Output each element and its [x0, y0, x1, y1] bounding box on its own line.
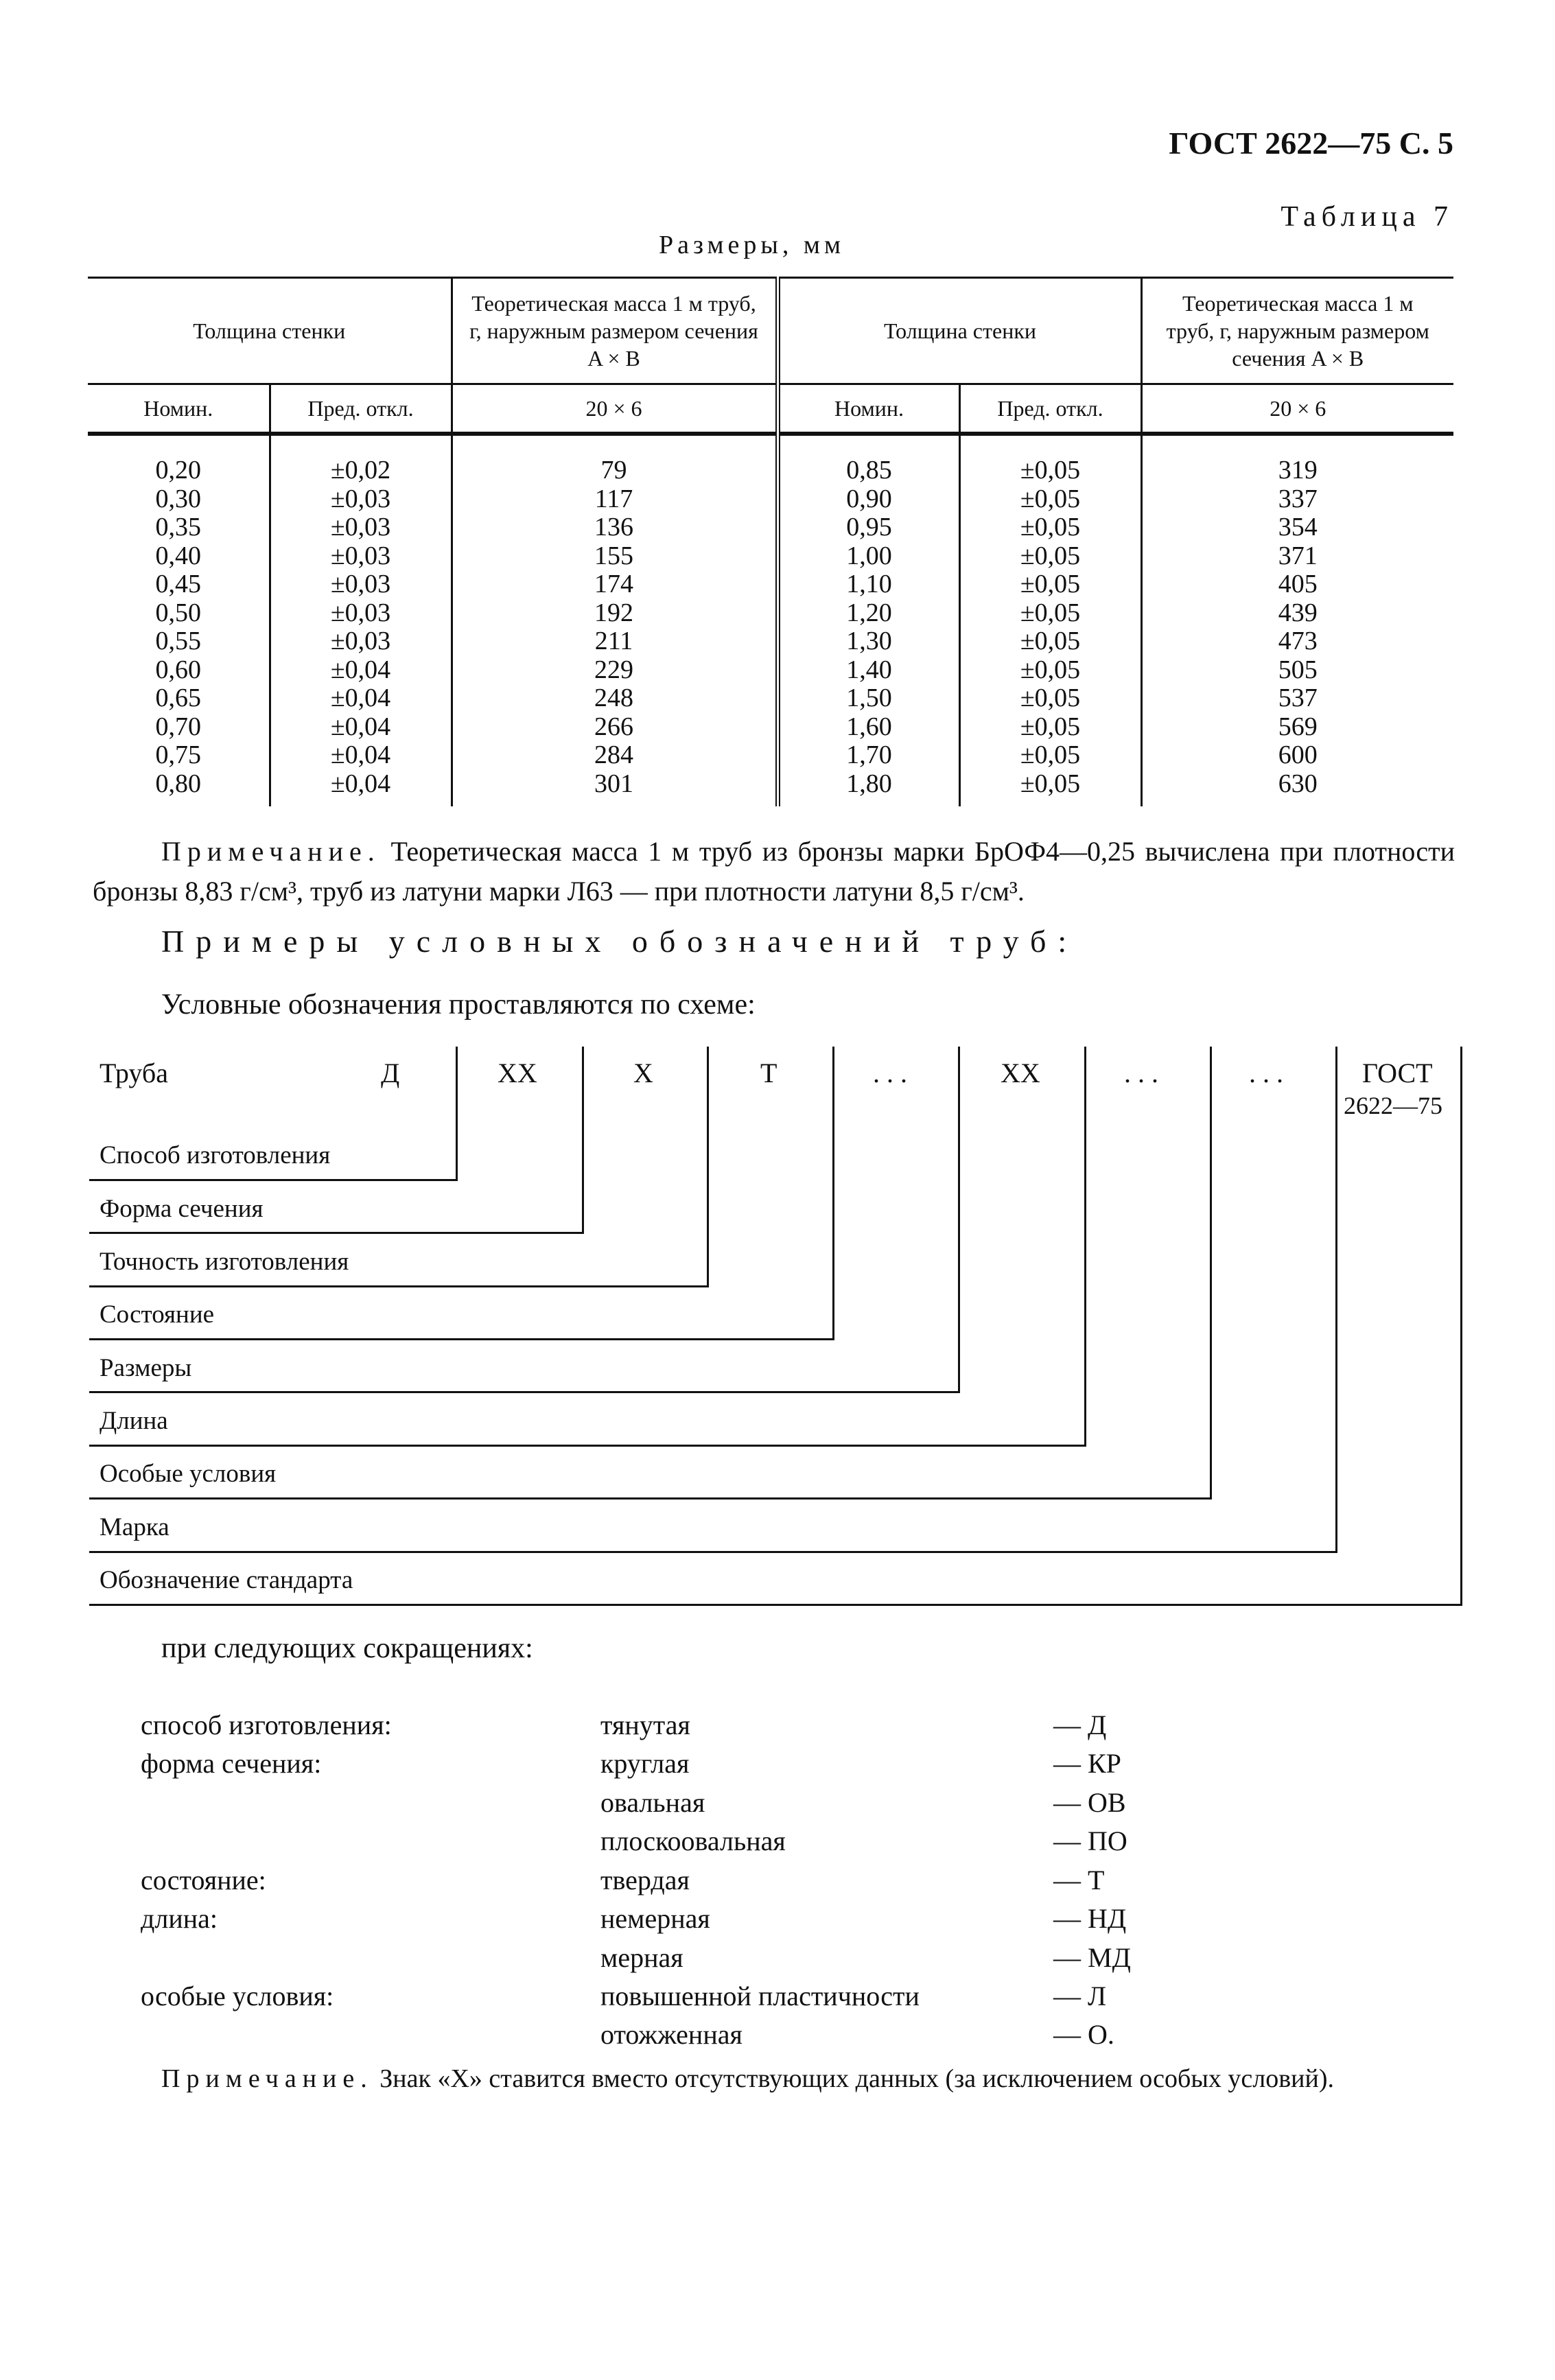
scheme-bracket-1	[456, 1047, 458, 1179]
abbr-category: особые условия:	[141, 1981, 334, 2011]
scheme-label-special: Особые условия	[100, 1460, 277, 1488]
scheme-label-grade: Марка	[100, 1513, 169, 1541]
header-deviation-left: Пред. откл.	[270, 384, 452, 434]
abbr-category: форма сечения:	[141, 1748, 322, 1779]
scheme-bracket-4	[832, 1047, 834, 1338]
abbr-value: твердая	[600, 1865, 690, 1895]
scheme-bracket-9	[1460, 1047, 1462, 1604]
scheme-cell-gost-number: 2622—75	[1344, 1092, 1442, 1119]
note-label: Примечание.	[161, 836, 381, 867]
abbr-value: круглая	[600, 1748, 690, 1779]
header-nominal-right: Номин.	[778, 384, 959, 434]
scheme-cell-grade: . . .	[1249, 1058, 1283, 1088]
abbr-value: отожженная	[600, 2019, 743, 2050]
scheme-cell-sizes: . . .	[873, 1058, 907, 1088]
scheme-cell-state: Т	[760, 1058, 778, 1088]
column-nominal-left: 0,20 0,30 0,35 0,40 0,45 0,50 0,55 0,60 0,65 0,70 0,75 0,80	[155, 456, 201, 798]
scheme-intro: Условные обозначения проставляются по схеме:	[161, 989, 756, 1020]
scheme-cell-special: . . .	[1124, 1058, 1158, 1088]
abbr-code: — МД	[1053, 1942, 1131, 1973]
abbr-code: — Т	[1053, 1865, 1105, 1895]
abbr-value: немерная	[600, 1903, 710, 1934]
note2-text: Знак «Х» ставится вместо отсутствующих данных (за исключением особых условий).	[379, 2064, 1334, 2093]
table-number: Таблица 7	[1281, 201, 1453, 233]
header-mass-right: Теоретическая масса 1 м труб, г, наружным размером сечения A × B	[1141, 278, 1453, 384]
header-size-right: 20 × 6	[1141, 384, 1453, 434]
column-deviation-left: ±0,02 ±0,03 ±0,03 ±0,03 ±0,03 ±0,03 ±0,03 ±0,04 ±0,04 ±0,04 ±0,04 ±0,04	[270, 434, 452, 806]
scheme-label-section: Форма сечения	[100, 1195, 264, 1223]
header-thickness-right: Толщина стенки	[778, 278, 1141, 384]
note-designation	[93, 2059, 1455, 2099]
scheme-line-9	[89, 1604, 1462, 1606]
note2-label: Примечание.	[161, 2064, 373, 2093]
scheme-label-length: Длина	[100, 1407, 168, 1435]
scheme-label-standard: Обозначение стандарта	[100, 1566, 353, 1594]
scheme-line-1	[89, 1179, 458, 1181]
scheme-line-6	[89, 1445, 1086, 1447]
abbr-category: способ изготовления:	[141, 1710, 392, 1740]
scheme-bracket-3	[707, 1047, 709, 1285]
scheme-bracket-5	[958, 1047, 960, 1391]
abbr-code: — ПО	[1053, 1825, 1127, 1856]
scheme-line-3	[89, 1285, 709, 1287]
scheme-label-method: Способ изготовления	[100, 1141, 331, 1169]
abbr-value: повышенной пластичности	[600, 1981, 920, 2011]
header-nominal-left: Номин.	[88, 384, 270, 434]
scheme-cell-method: Д	[381, 1058, 400, 1088]
abbr-value: овальная	[600, 1787, 705, 1818]
scheme-cell-tube: Труба	[100, 1058, 168, 1088]
abbr-code: — Л	[1053, 1981, 1107, 2011]
header-deviation-right: Пред. откл.	[959, 384, 1141, 434]
scheme-line-7	[89, 1497, 1212, 1500]
column-mass-left: 79 117 136 155 174 192 211 229 248 266 284 301	[452, 434, 778, 806]
scheme-bracket-7	[1210, 1047, 1212, 1497]
abbr-value: мерная	[600, 1942, 683, 1973]
scheme-line-8	[89, 1551, 1337, 1553]
table-7	[88, 277, 1453, 806]
scheme-cell-section: ХХ	[498, 1058, 537, 1088]
scheme-line-5	[89, 1391, 960, 1393]
abbr-category: состояние:	[141, 1865, 266, 1895]
examples-title: Примеры условных обозначений труб:	[161, 924, 1079, 959]
scheme-label-accuracy: Точность изготовления	[100, 1248, 349, 1276]
scheme-cell-gost: ГОСТ	[1362, 1058, 1433, 1088]
abbr-code: — НД	[1053, 1903, 1127, 1934]
abbr-code: — О.	[1053, 2019, 1114, 2050]
table-caption: Размеры, мм	[659, 231, 845, 259]
note-text: Теоретическая масса 1 м труб из бронзы марки БрОФ4—0,25 вычислена при плотности бронзы 8,83 г/см³, труб из латуни марки Л63 — при плотности латуни 8,5 г/см³.	[93, 836, 1455, 907]
abbr-code: — Д	[1053, 1710, 1107, 1740]
abbr-code: — КР	[1053, 1748, 1121, 1779]
scheme-line-4	[89, 1338, 834, 1340]
scheme-label-state: Состояние	[100, 1300, 215, 1329]
abbr-value: тянутая	[600, 1710, 690, 1740]
scheme-bracket-2	[582, 1047, 584, 1232]
scheme-bracket-8	[1335, 1047, 1337, 1551]
note-density	[93, 832, 1455, 911]
column-nominal-right: 0,85 0,90 0,95 1,00 1,10 1,20 1,30 1,40 1,50 1,60 1,70 1,80	[778, 434, 959, 806]
header-mass-left: Теоретическая масса 1 м труб, г, наружным размером сечения A × B	[452, 278, 778, 384]
header-size-left: 20 × 6	[452, 384, 778, 434]
scheme-line-2	[89, 1232, 584, 1234]
scheme-label-sizes: Размеры	[100, 1354, 192, 1382]
abbr-category: длина:	[141, 1903, 218, 1934]
abbreviations-heading: при следующих сокращениях:	[161, 1633, 533, 1664]
scheme-cell-length: ХХ	[1001, 1058, 1040, 1088]
page-header: ГОСТ 2622—75 С. 5	[1169, 126, 1453, 161]
abbr-code: — ОВ	[1053, 1787, 1126, 1818]
column-mass-right: 319 337 354 371 405 439 473 505 537 569 600 630	[1141, 434, 1453, 806]
scheme-cell-accuracy: Х	[633, 1058, 653, 1088]
column-deviation-right: ±0,05 ±0,05 ±0,05 ±0,05 ±0,05 ±0,05 ±0,05 ±0,05 ±0,05 ±0,05 ±0,05 ±0,05	[959, 434, 1141, 806]
abbr-value: плоскоовальная	[600, 1825, 786, 1856]
header-thickness-left: Толщина стенки	[88, 278, 452, 384]
scheme-bracket-6	[1084, 1047, 1086, 1445]
